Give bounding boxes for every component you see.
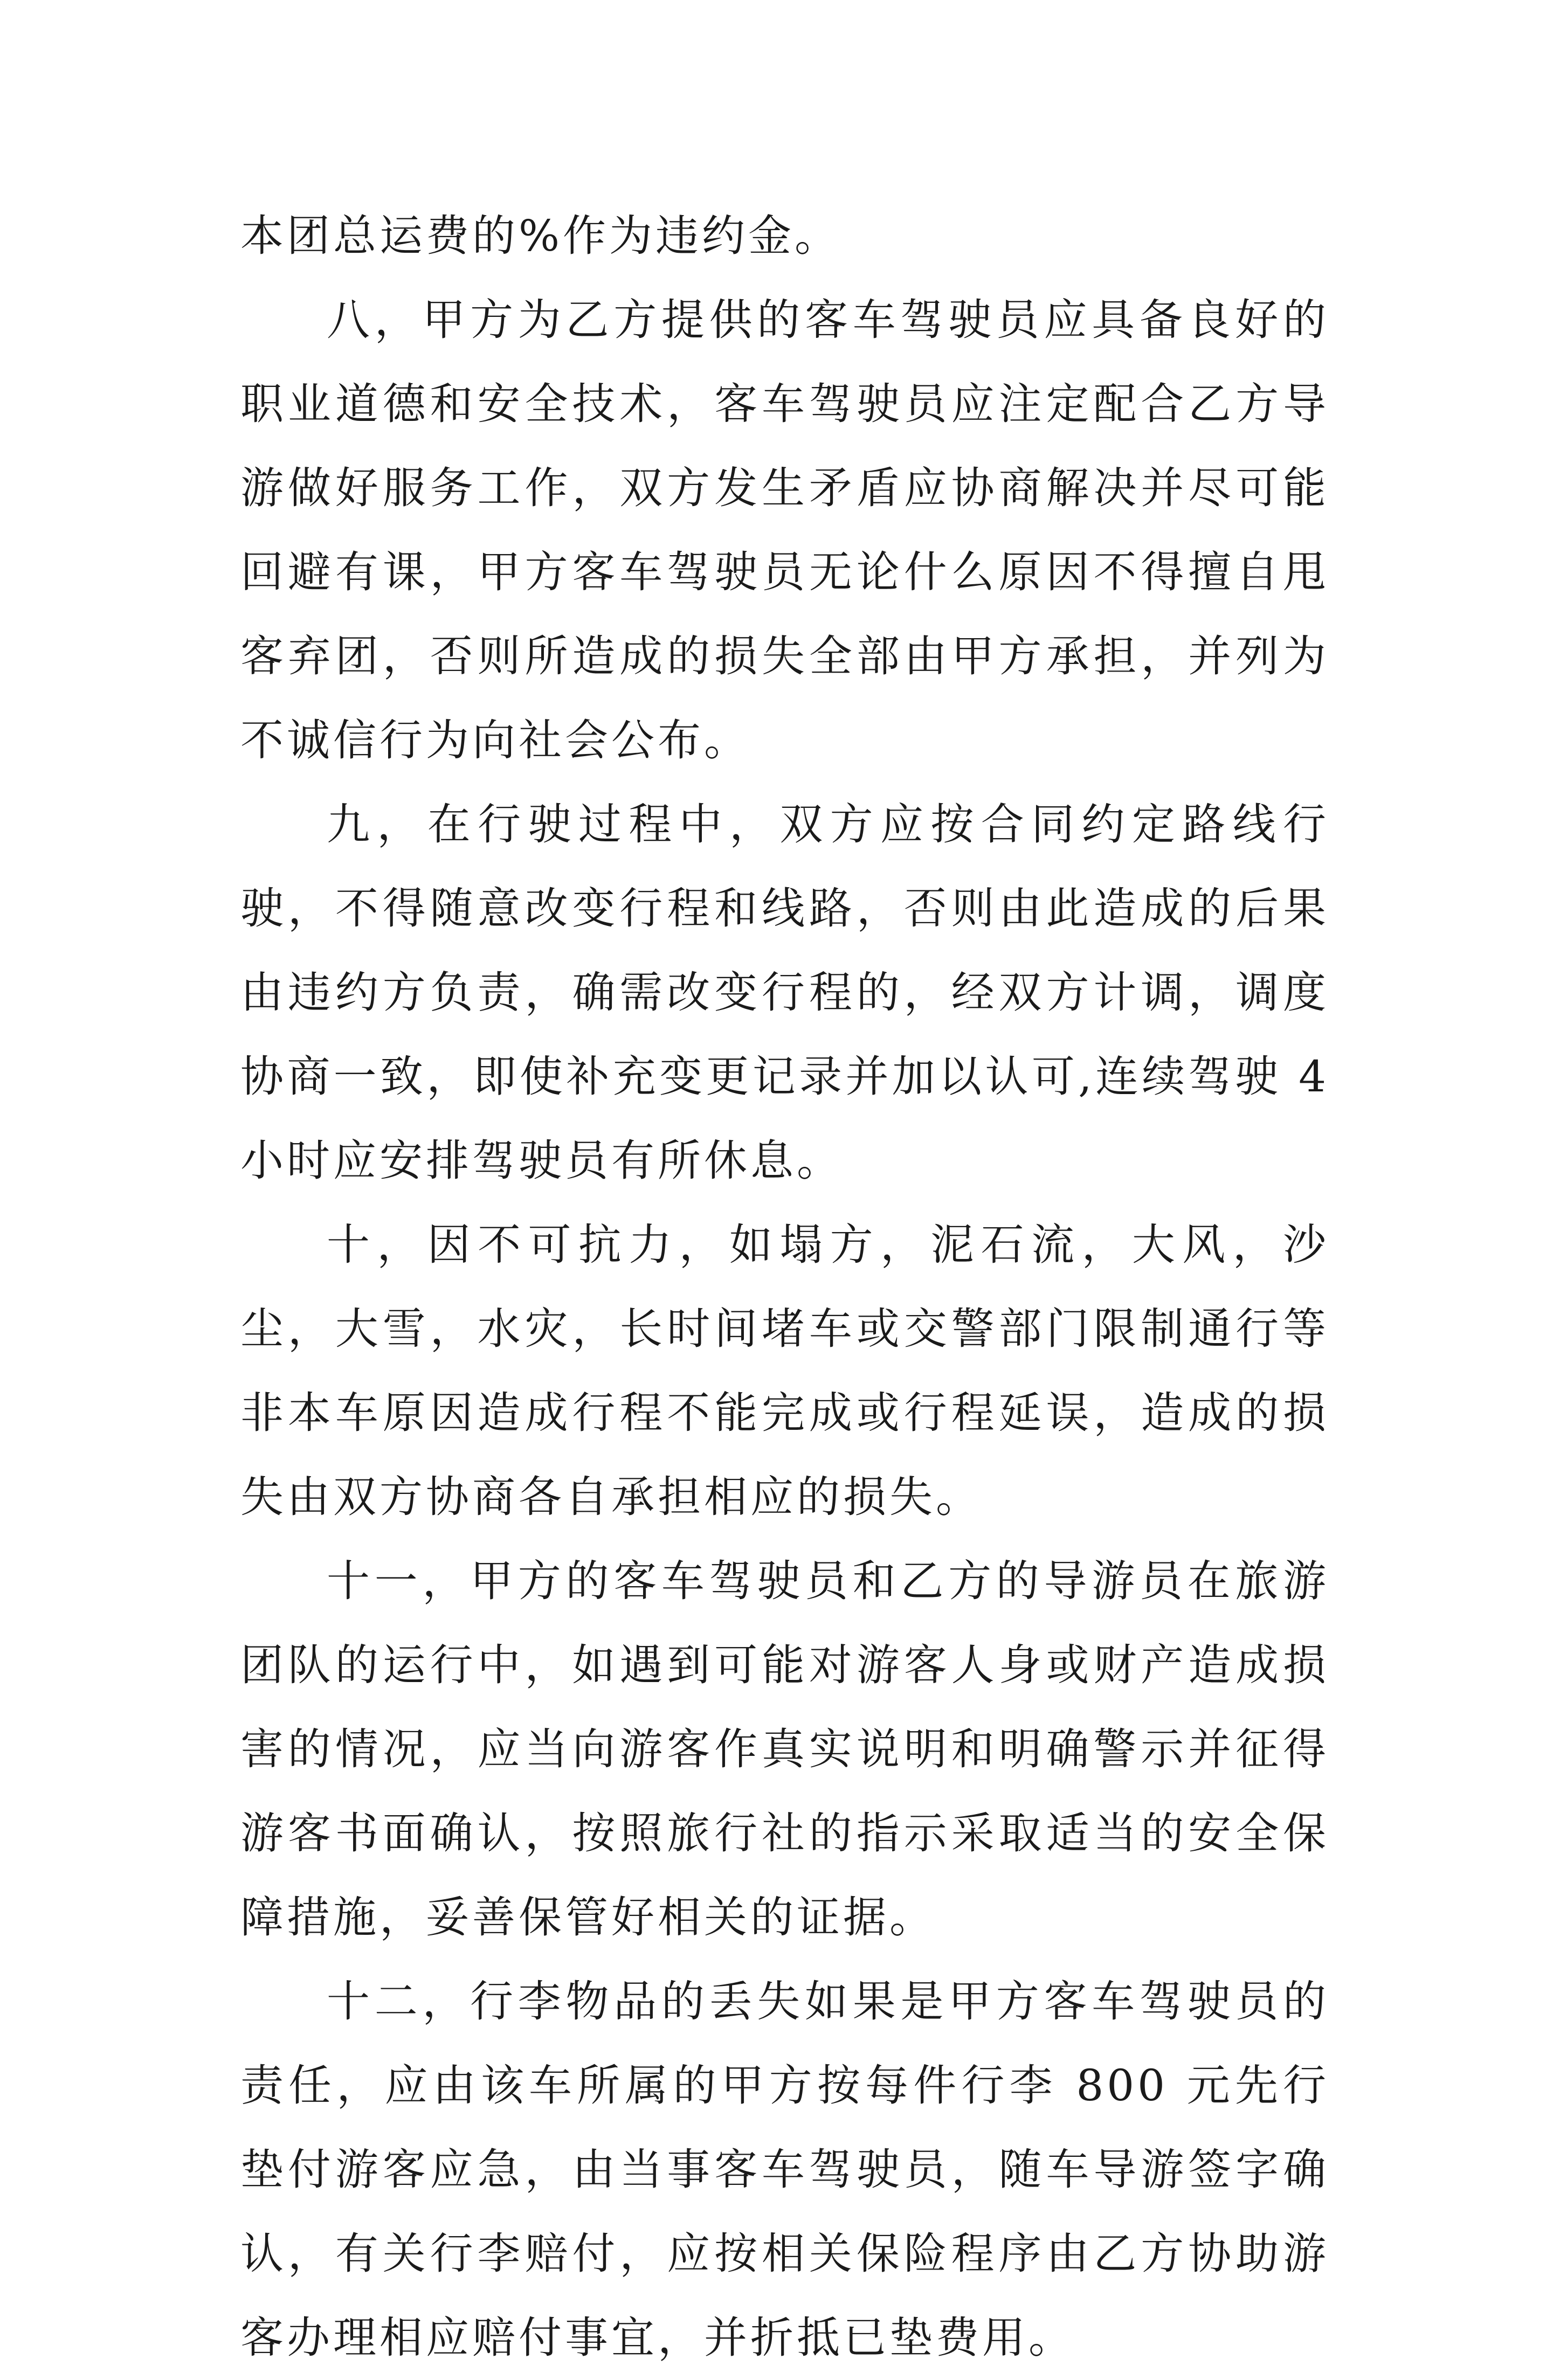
paragraph-continuation: 本团总运费的%作为违约金。 xyxy=(240,211,841,261)
document-body xyxy=(240,194,1329,2380)
paragraph-clause-9: 九，在行驶过程中，双方应按合同约定路线行驶，不得随意改变行程和线路，否则由此造成的后果由违约方负责，确需改变行程的，经双方计调，调度协商一致，即使补充变更记录并加以认可,连续驾驶 4 小时应安排驾驶员有所休息。 xyxy=(240,799,1329,1186)
paragraph-clause-8: 八，甲方为乙方提供的客车驾驶员应具备良好的职业道德和安全技术，客车驾驶员应注定配合乙方导游做好服务工作，双方发生矛盾应协商解决并尽可能回避有课，甲方客车驾驶员无论什么原因不得擅自甩客弃团，否则所造成的损失全部由甲方承担，并列为不诚信行为向社会公布。 xyxy=(240,295,1329,765)
paragraph-clause-12: 十二，行李物品的丢失如果是甲方客车驾驶员的责任，应由该车所属的甲方按每件行李 800 元先行垫付游客应急，由当事客车驾驶员，随车导游签字确认，有关行李赔付，应按相关保险程序由乙方协助游客办理相应赔付事宜，并折抵已垫费用。 xyxy=(240,1976,1329,2363)
paragraph-clause-10: 十，因不可抗力，如塌方，泥石流，大风，沙尘，大雪，水灾，长时间堵车或交警部门限制通行等非本车原因造成行程不能完成或行程延误，造成的损失由双方协商各自承担相应的损失。 xyxy=(240,1220,1329,1522)
paragraph-clause-11: 十一，甲方的客车驾驶员和乙方的导游员在旅游团队的运行中，如遇到可能对游客人身或财产造成损害的情况，应当向游客作真实说明和明确警示并征得游客书面确认，按照旅行社的指示采取适当的安全保障措施，妥善保管好相关的证据。 xyxy=(240,1556,1329,1942)
